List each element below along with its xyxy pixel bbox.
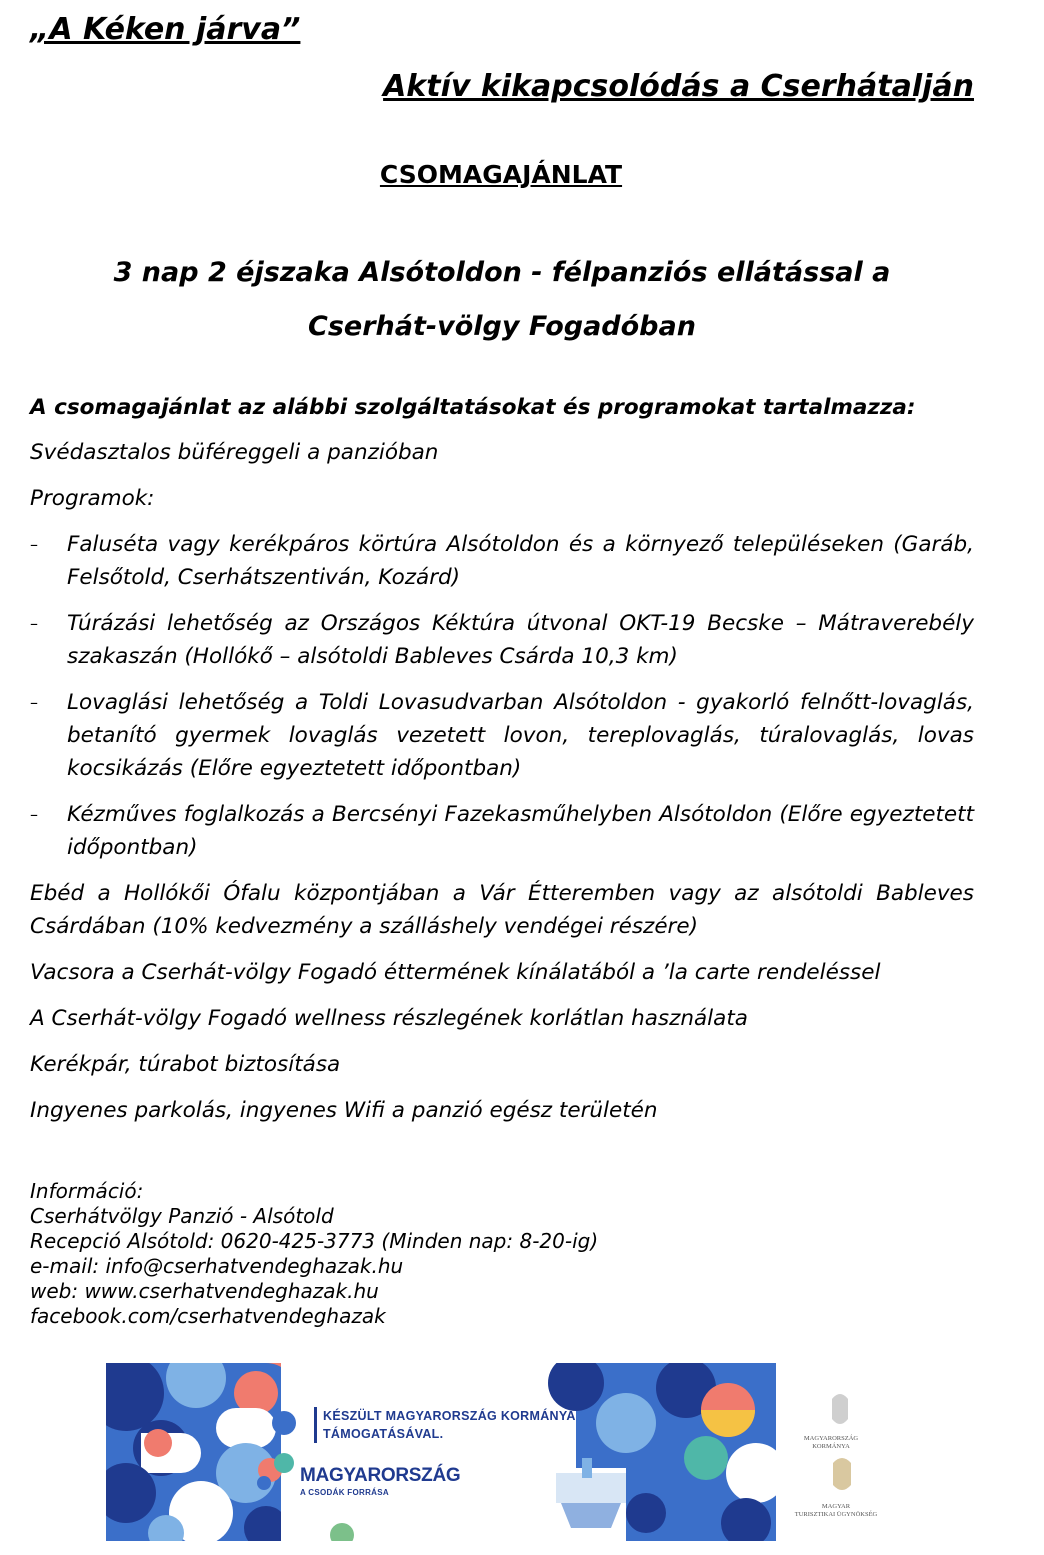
programs-list (30, 528, 974, 864)
brand-slogan: A CSODÁK FORRÁSA (300, 1488, 389, 1497)
stay-line-1: 3 nap 2 éjszaka Alsótoldon - félpanziós ellátással a (113, 257, 891, 288)
stay-line-2: Cserhát-völgy Fogadóban (308, 311, 696, 342)
program-item (30, 798, 974, 864)
bullet-dash: – (30, 614, 38, 633)
breakfast-line: Svédasztalos büféreggeli a panzióban (30, 440, 439, 465)
stay-description (30, 246, 974, 354)
program-text: Lovaglási lehetőség a Toldi Lovasudvarban Alsótoldon - gyakorló felnőtt-lovaglás, betanító gyermek lovaglás vezetett lovon, tereplovaglás, túralovaglás, lovas kocsikázás (Előre egyeztetett időpontban) (67, 690, 974, 781)
info-heading: Információ: (30, 1179, 144, 1203)
brand-name: MAGYARORSZÁG (300, 1465, 461, 1486)
program-text: Faluséta vagy kerékpáros körtúra Alsótoldon és a környező településeken (Garáb, Felsőtold, Cserhátszentiván, Kozárd) (67, 532, 974, 590)
banner-pattern (106, 1363, 890, 1541)
mtu-line-1: MAGYAR (821, 1503, 851, 1510)
parking-line: Ingyenes parkolás, ingyenes Wifi a panzió egész területén (30, 1098, 658, 1123)
bike-line: Kerékpár, túrabot biztosítása (30, 1052, 341, 1077)
tourism-agency-caption (786, 1503, 886, 1519)
wellness-line: A Cserhát-völgy Fogadó wellness részlegének korlátlan használata (30, 1006, 748, 1031)
program-item (30, 607, 974, 673)
bullet-dash: – (30, 535, 38, 554)
info-facebook[interactable]: facebook.com/cserhatvendeghazak (30, 1304, 386, 1328)
dinner-line: Vacsora a Cserhát-völgy Fogadó éttermének kínálatából a ’la carte rendeléssel (30, 960, 881, 985)
package-content (30, 391, 974, 1140)
info-email[interactable]: e-mail: info@cserhatvendeghazak.hu (30, 1254, 404, 1278)
document-title: „A Kéken járva” (30, 12, 301, 47)
program-text: Kézműves foglalkozás a Bercsényi Fazekasműhelyben Alsótoldon (Előre egyeztetett időpontban) (67, 802, 974, 860)
document-subtitle: Aktív kikapcsolódás a Cserhátalján (383, 69, 974, 104)
info-venue: Cserhátvölgy Panzió - Alsótold (30, 1204, 334, 1228)
support-statement (314, 1407, 576, 1443)
gov-line-1: MAGYARORSZÁG (803, 1435, 859, 1442)
sponsor-banner (106, 1363, 890, 1541)
lunch-line: Ebéd a Hollókői Ófalu központjában a Vár Étteremben vagy az alsótoldi Bableves Csárdában (10% kedvezmény a szálláshely vendégei részére) (30, 881, 974, 939)
package-heading: CSOMAGAJÁNLAT (379, 160, 623, 189)
program-text: Túrázási lehetőség az Országos Kéktúra útvonal OKT-19 Becske – Mátraverebély szakaszán (Hollókő – alsótoldi Bableves Csárda 10,3 km) (67, 611, 974, 669)
info-web[interactable]: web: www.cserhatvendeghazak.hu (30, 1279, 379, 1303)
bullet-dash: – (30, 805, 38, 824)
programs-label: Programok: (30, 486, 155, 511)
government-logo-caption (796, 1435, 866, 1451)
gov-line-2: KORMÁNYA (812, 1443, 850, 1450)
intro-text: A csomagajánlat az alábbi szolgáltatásokat és programokat tartalmazza: (30, 395, 916, 420)
info-reception: Recepció Alsótold: 0620-425-3773 (Minden nap: 8-20-ig) (30, 1229, 599, 1253)
program-item (30, 686, 974, 785)
contact-info (30, 1179, 974, 1329)
support-line-1: KÉSZÜLT MAGYARORSZÁG KORMÁNYA (323, 1409, 576, 1423)
support-line-2: TÁMOGATÁSÁVAL. (323, 1427, 444, 1441)
bullet-dash: – (30, 693, 38, 712)
program-item (30, 528, 974, 594)
mtu-line-2: TURISZTIKAI ÜGYNÖKSÉG (794, 1511, 878, 1518)
